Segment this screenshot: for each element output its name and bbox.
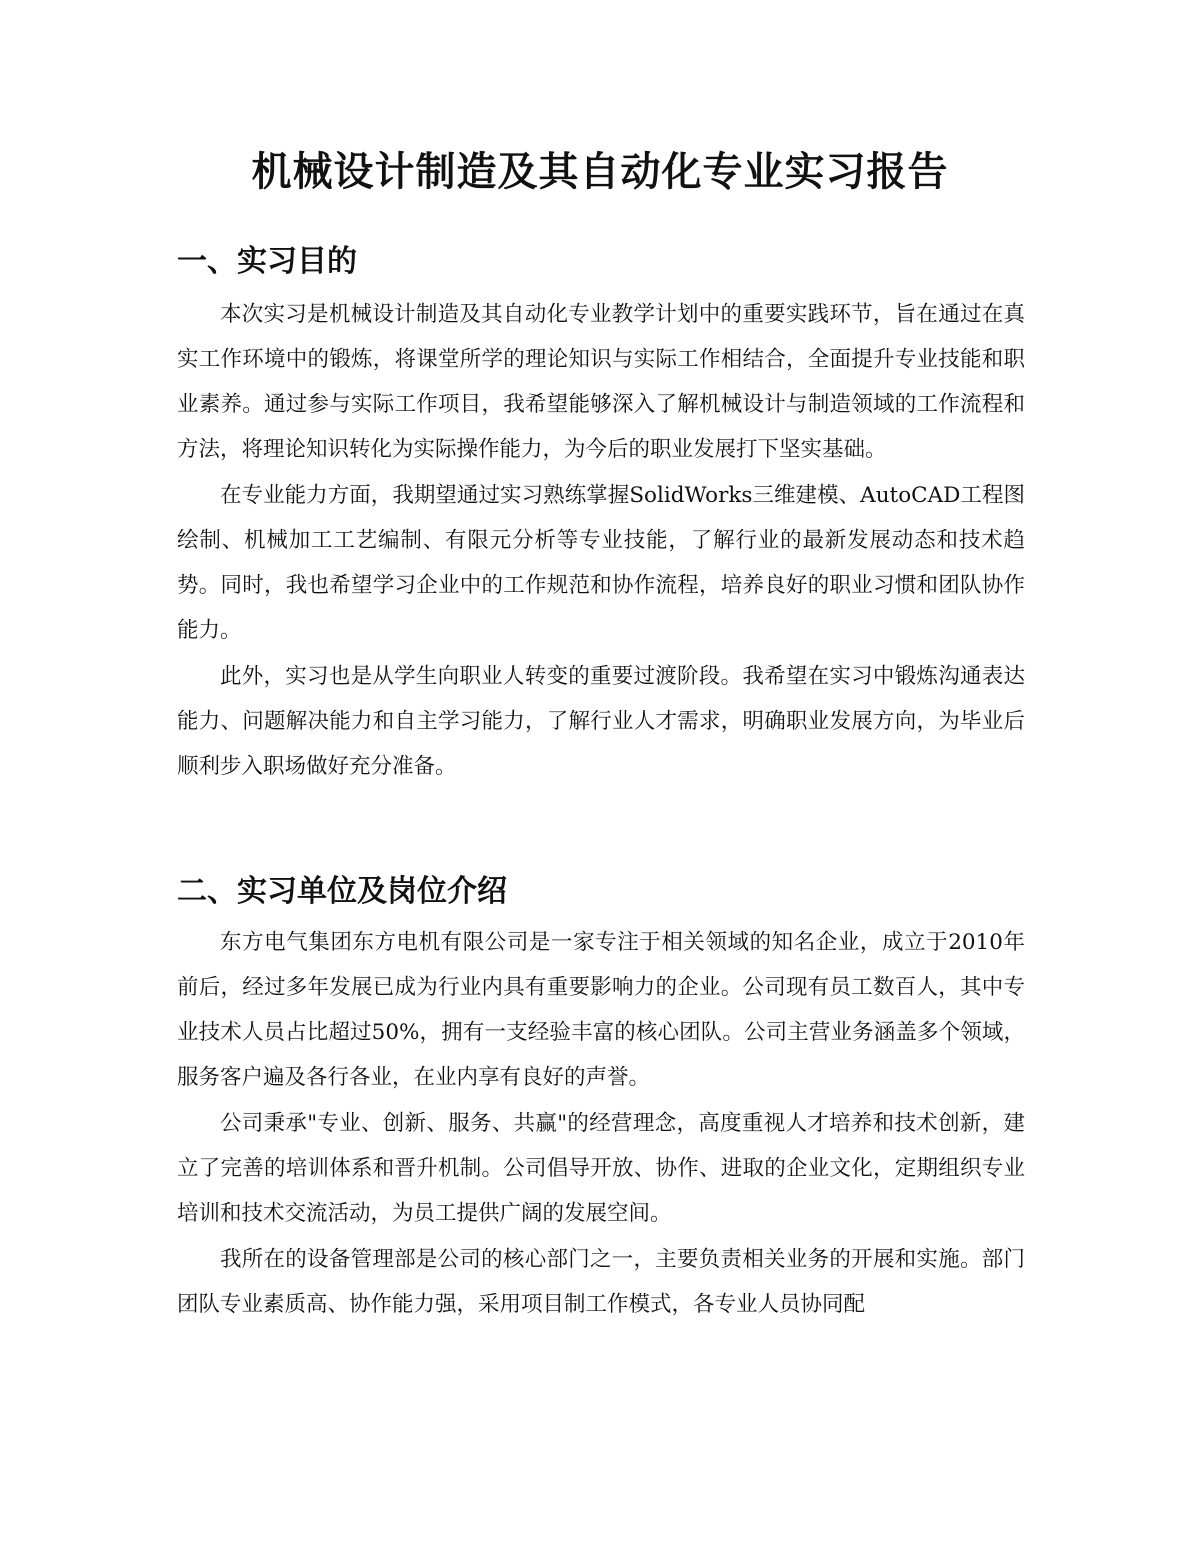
paragraph: 东方电气集团东方电机有限公司是一家专注于相关领域的知名企业，成立于2010年前后，经过多年发展已成为行业内具有重要影响力的企业。公司现有员工数百人，其中专业技术人员占比超过50%，拥有一支经验丰富的核心团队。公司主营业务涵盖多个领域，服务客户遍及各行各业，在业内享有良好的声誉。 bbox=[177, 930, 1025, 1090]
paragraph: 公司秉承"专业、创新、服务、共赢"的经营理念，高度重视人才培养和技术创新，建立了完善的培训体系和晋升机制。公司倡导开放、协作、进取的企业文化，定期组织专业培训和技术交流活动，为员工提供广阔的发展空间。 bbox=[177, 1111, 1025, 1226]
paragraph: 本次实习是机械设计制造及其自动化专业教学计划中的重要实践环节，旨在通过在真实工作环境中的锻炼，将课堂所学的理论知识与实际工作相结合，全面提升专业技能和职业素养。通过参与实际工作项目，我希望能够深入了解机械设计与制造领域的工作流程和方法，将理论知识转化为实际操作能力，为今后的职业发展打下坚实基础。 bbox=[177, 302, 1025, 462]
document-title: 机械设计制造及其自动化专业实习报告 bbox=[251, 149, 949, 195]
paragraph: 我所在的设备管理部是公司的核心部门之一，主要负责相关业务的开展和实施。部门团队专业素质高、协作能力强，采用项目制工作模式，各专业人员协同配 bbox=[177, 1247, 1025, 1317]
section-body-company bbox=[177, 920, 1025, 1328]
section-heading-company: 二、实习单位及岗位介绍 bbox=[177, 874, 507, 909]
paragraph: 在专业能力方面，我期望通过实习熟练掌握SolidWorks三维建模、AutoCAD工程图绘制、机械加工工艺编制、有限元分析等专业技能，了解行业的最新发展动态和技术趋势。同时，我也希望学习企业中的工作规范和协作流程，培养良好的职业习惯和团队协作能力。 bbox=[177, 483, 1025, 643]
paragraph: 此外，实习也是从学生向职业人转变的重要过渡阶段。我希望在实习中锻炼沟通表达能力、问题解决能力和自主学习能力，了解行业人才需求，明确职业发展方向，为毕业后顺利步入职场做好充分准备。 bbox=[177, 664, 1025, 779]
section-heading-purpose: 一、实习目的 bbox=[177, 244, 357, 279]
section-body-purpose bbox=[177, 292, 1025, 790]
